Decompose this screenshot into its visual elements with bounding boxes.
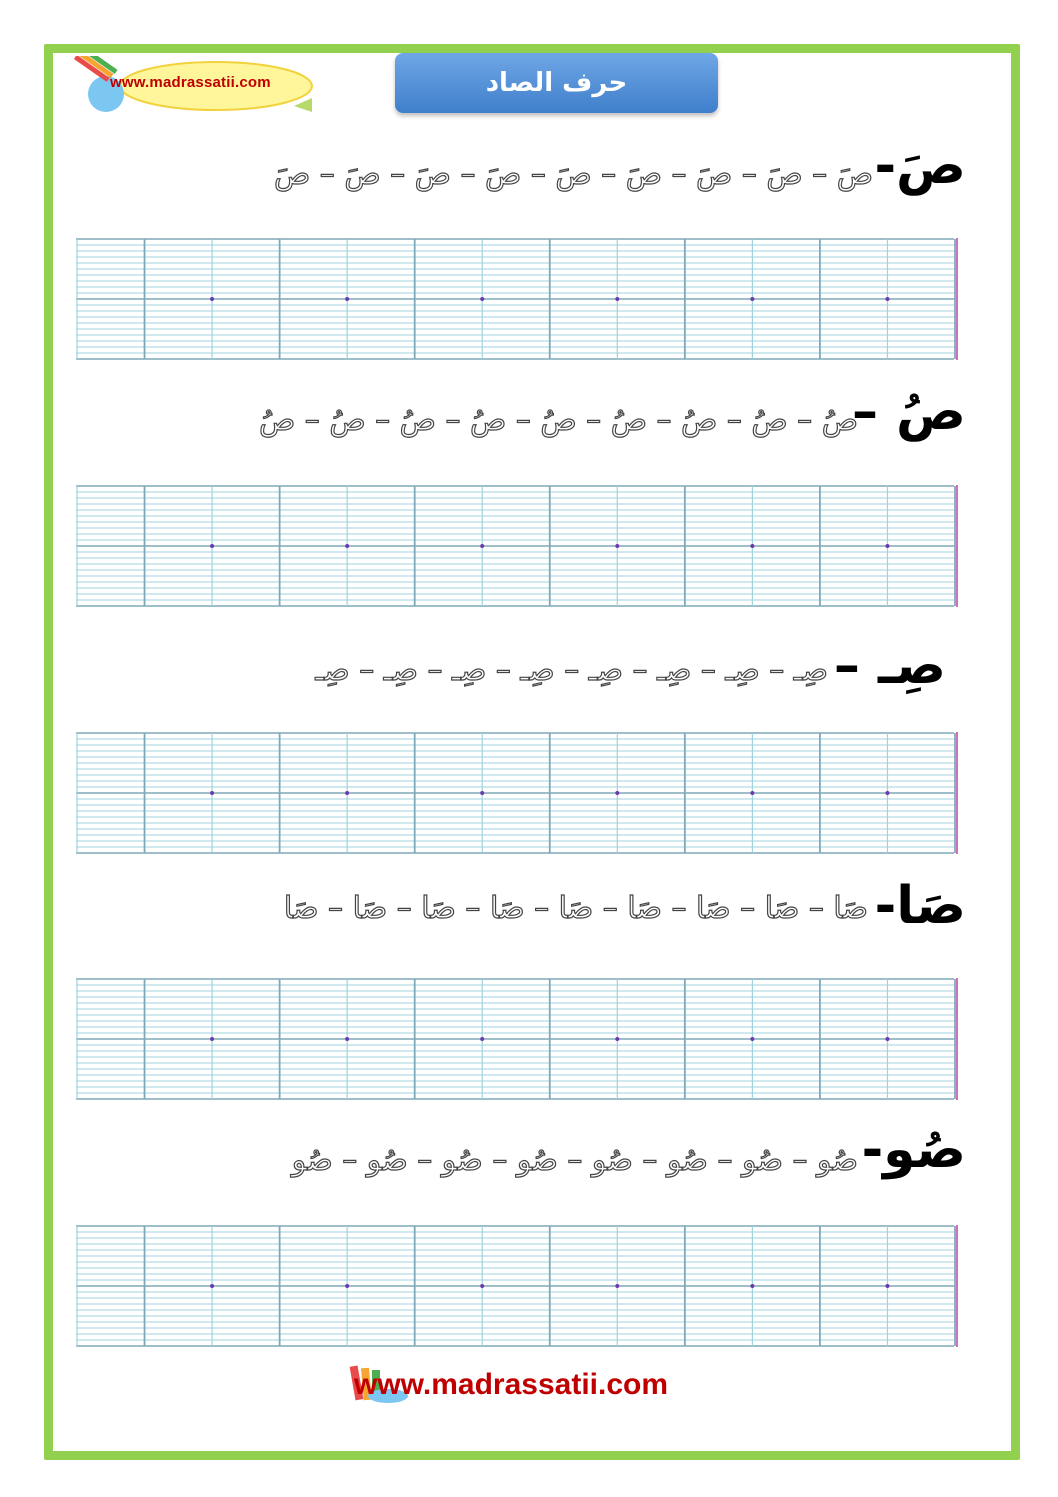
grid-dot [615, 297, 619, 301]
grid-dot [885, 297, 889, 301]
trace-line-4: صَا – صَا – صَا – صَا – صَا – صَا – صَا – صَا – صَا [283, 891, 868, 926]
trace-line-3: صِـ – صِـ – صِـ – صِـ – صِـ – صِـ – صِـ – صِـ [315, 653, 828, 688]
grid-dot [750, 791, 754, 795]
footer-website: www.madrassatii.com [354, 1368, 669, 1401]
grid-dot [480, 544, 484, 548]
grid-dot [885, 1037, 889, 1041]
grid-dot [345, 544, 349, 548]
model-letter-1: صَ- [874, 136, 966, 196]
model-letter-5: صُو- [861, 1120, 966, 1180]
writing-grid-2 [76, 485, 960, 607]
grid-dot [210, 297, 214, 301]
grid-dot [750, 297, 754, 301]
grid-dot [210, 1037, 214, 1041]
grid-dot [210, 791, 214, 795]
model-letter-3: صِـ – [833, 636, 946, 696]
trace-line-5: صُو – صُو – صُو – صُو – صُو – صُو – صُو – صُو [291, 1143, 858, 1178]
grid-dot [345, 791, 349, 795]
grid-dot [750, 544, 754, 548]
grid-dot [615, 544, 619, 548]
grid-dot [345, 1284, 349, 1288]
grid-dot [480, 1037, 484, 1041]
grid-dot [750, 1037, 754, 1041]
grid-dot [885, 1284, 889, 1288]
writing-grid-3 [76, 732, 960, 854]
grid-dot [480, 1284, 484, 1288]
grid-dot [345, 297, 349, 301]
grid-dot [210, 1284, 214, 1288]
trace-line-2: صُ – صُ – صُ – صُ – صُ – صُ – صُ – صُ – صُ [258, 403, 858, 438]
model-letter-2: صُ – [851, 382, 966, 442]
grid-dot [480, 297, 484, 301]
title-banner [395, 53, 718, 113]
logo-text: www.madrassatii.com [110, 74, 271, 91]
page-title: حرف الصاد [485, 68, 628, 98]
grid-dot [210, 544, 214, 548]
trace-line-1: صَ – صَ – صَ – صَ – صَ – صَ – صَ – صَ – صَ [273, 157, 873, 192]
grid-dot [750, 1284, 754, 1288]
grid-dot [480, 791, 484, 795]
grid-dot [615, 791, 619, 795]
writing-grid-5 [76, 1225, 960, 1347]
grid-dot [615, 1037, 619, 1041]
grid-dot [615, 1284, 619, 1288]
model-letter-4: صَا- [874, 876, 966, 936]
grid-dot [345, 1037, 349, 1041]
grid-dot [885, 544, 889, 548]
writing-grid-4 [76, 978, 960, 1100]
writing-grid-1 [76, 238, 960, 360]
grid-dot [885, 791, 889, 795]
